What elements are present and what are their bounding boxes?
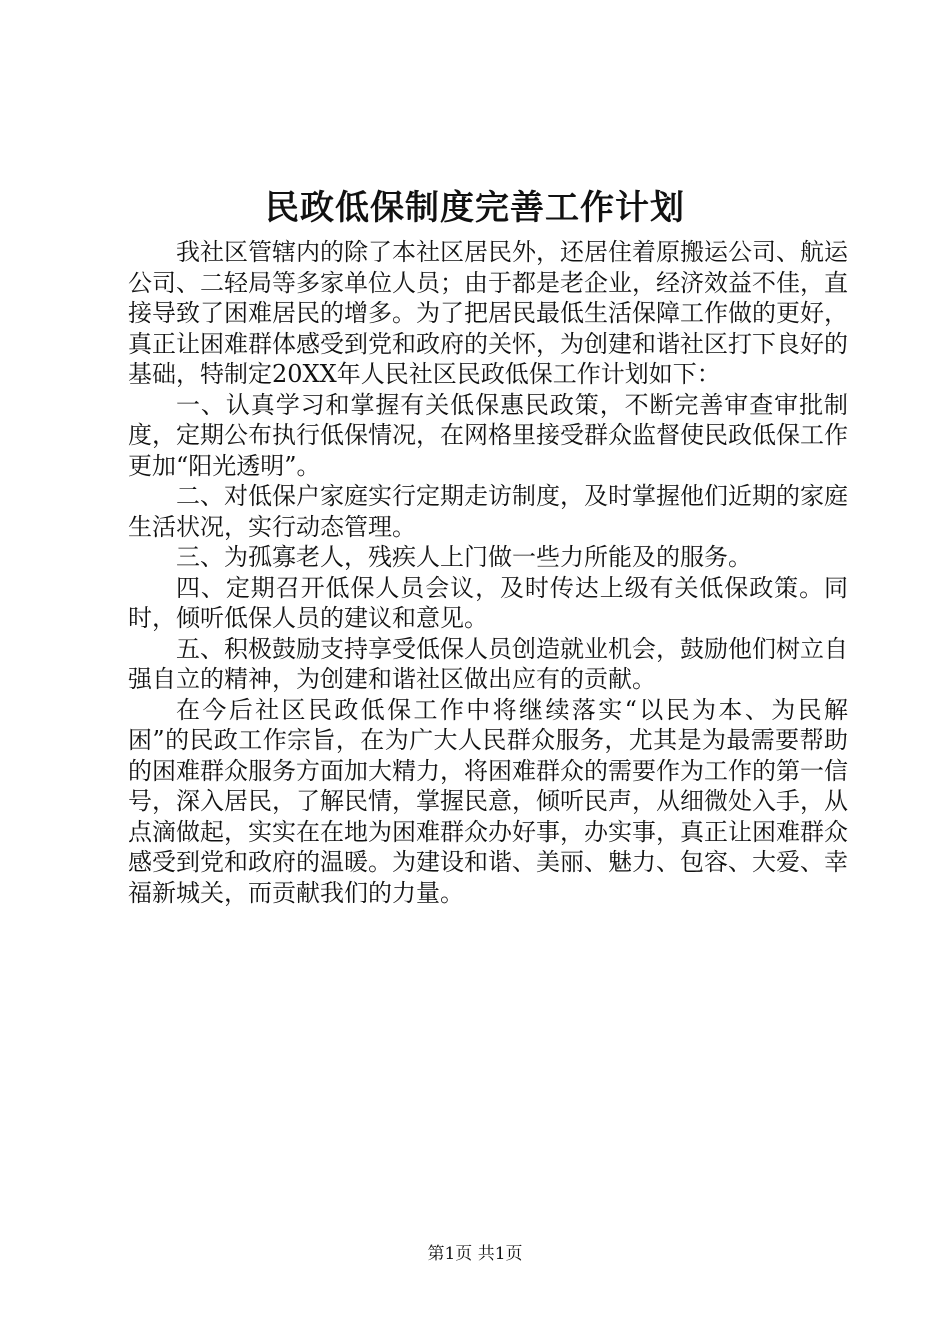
paragraph-item-5: 五、积极鼓励支持享受低保人员创造就业机会，鼓励他们树立自强自立的精神，为创建和谐社区做出应有的贡献。 [128,634,848,693]
paragraph-conclusion: 在今后社区民政低保工作中将继续落实“以民为本、为民解困”的民政工作宗旨，在为广大人民群众服务，尤其是为最需要帮助的困难群众服务方面加大精力，将困难群众的需要作为工作的第一信号，深入居民，了解民情，掌握民意，倾听民声，从细微处入手，从点滴做起，实实在在地为困难群众办好事，办实事，真正让困难群众感受到党和政府的温暖。为建设和谐、美丽、魅力、包容、大爱、幸福新城关，而贡献我们的力量。 [128,695,848,907]
page-footer: 第1页 共1页 [427,1244,523,1264]
paragraph-item-2: 二、对低保户家庭实行定期走访制度，及时掌握他们近期的家庭生活状况，实行动态管理。 [128,482,848,541]
document-title: 民政低保制度完善工作计划 [265,188,685,228]
paragraph-item-3: 三、为孤寡老人，残疾人上门做一些力所能及的服务。 [176,543,752,571]
paragraph-item-4: 四、定期召开低保人员会议，及时传达上级有关低保政策。同时，倾听低保人员的建议和意见。 [128,573,848,632]
paragraph-item-1: 一、认真学习和掌握有关低保惠民政策，不断完善审查审批制度，定期公布执行低保情况，在网格里接受群众监督使民政低保工作更加“阳光透明”。 [128,390,848,480]
paragraph-intro: 我社区管辖内的除了本社区居民外，还居住着原搬运公司、航运公司、二轻局等多家单位人员；由于都是老企业，经济效益不佳，直接导致了困难居民的增多。为了把居民最低生活保障工作做的更好，真正让困难群体感受到党和政府的关怀，为创建和谐社区打下良好的基础，特制定20XX年人民社区民政低保工作计划如下： [128,238,848,388]
document-body [128,237,848,908]
